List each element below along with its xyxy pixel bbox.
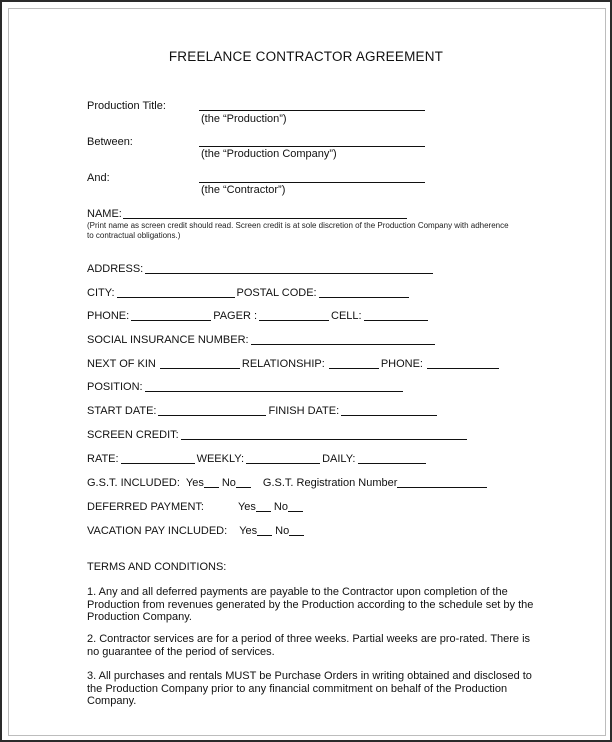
- rate-label: RATE:: [87, 453, 119, 465]
- finish-date-label: FINISH DATE:: [268, 405, 340, 417]
- daily-label: DAILY:: [322, 453, 356, 465]
- vacation-row: [87, 525, 304, 537]
- document-inner-border: [8, 8, 606, 736]
- production-title-line[interactable]: [199, 110, 425, 111]
- deferred-no-blank[interactable]: [288, 502, 303, 512]
- gst-row: [87, 477, 489, 489]
- production-title-note: (the “Production”): [201, 113, 287, 125]
- position-line[interactable]: [145, 382, 403, 392]
- phone-line[interactable]: [131, 311, 211, 321]
- address-row: [87, 263, 435, 275]
- name-note-line1: (Print name as screen credit should read. Screen credit is at sole discretion of the Production Company with adherence: [87, 221, 509, 230]
- pager-line[interactable]: [259, 311, 329, 321]
- weekly-line[interactable]: [246, 454, 320, 464]
- screen-credit-label: SCREEN CREDIT:: [87, 429, 179, 441]
- and-line[interactable]: [199, 182, 425, 183]
- cell-label: CELL:: [331, 310, 362, 322]
- next-of-kin-row: [87, 358, 501, 370]
- and-note: (the “Contractor”): [201, 184, 286, 196]
- deferred-no-label: No: [273, 501, 288, 513]
- and-label: And:: [87, 172, 110, 184]
- postal-code-line[interactable]: [319, 288, 409, 298]
- gst-registration-label: G.S.T. Registration Number: [262, 477, 398, 489]
- start-date-label: START DATE:: [87, 405, 157, 417]
- sin-row: [87, 334, 437, 346]
- deferred-payment-label: DEFERRED PAYMENT:: [87, 501, 204, 513]
- kin-phone-line[interactable]: [427, 359, 499, 369]
- between-label: Between:: [87, 136, 133, 148]
- vacation-yes-blank[interactable]: [257, 526, 272, 536]
- terms-clause-2: 2. Contractor services are for a period of three weeks. Partial weeks are pro-rated. There is no guarantee of the period of services.: [87, 633, 531, 658]
- name-note-line2: to contractual obligations.): [87, 231, 181, 240]
- vacation-pay-label: VACATION PAY INCLUDED:: [87, 525, 228, 537]
- next-of-kin-line[interactable]: [160, 359, 240, 369]
- relationship-label: RELATIONSHIP:: [241, 358, 325, 370]
- between-note: (the “Production Company”): [201, 148, 337, 160]
- daily-line[interactable]: [358, 454, 426, 464]
- phone-row: [87, 310, 430, 322]
- dates-row: [87, 405, 439, 417]
- address-line[interactable]: [145, 264, 433, 274]
- relationship-line[interactable]: [329, 359, 379, 369]
- vacation-yes-label: Yes: [239, 525, 258, 537]
- rate-row: [87, 453, 428, 465]
- city-label: CITY:: [87, 287, 115, 299]
- screen-credit-line[interactable]: [181, 430, 467, 440]
- cell-line[interactable]: [364, 311, 428, 321]
- gst-yes-label: Yes: [185, 477, 204, 489]
- city-line[interactable]: [117, 288, 235, 298]
- finish-date-line[interactable]: [341, 406, 437, 416]
- pager-label: PAGER :: [213, 310, 257, 322]
- position-row: [87, 381, 405, 393]
- vacation-no-label: No: [275, 525, 290, 537]
- address-label: ADDRESS:: [87, 263, 144, 275]
- name-label: NAME:: [87, 208, 122, 220]
- screen-credit-row: [87, 429, 469, 441]
- deferred-row: [87, 501, 303, 513]
- name-line[interactable]: [123, 218, 407, 219]
- sin-line[interactable]: [251, 335, 435, 345]
- deferred-yes-label: Yes: [237, 501, 256, 513]
- gst-no-blank[interactable]: [236, 478, 251, 488]
- gst-no-label: No: [221, 477, 236, 489]
- next-of-kin-label: NEXT OF KIN: [87, 358, 156, 370]
- city-row: [87, 287, 411, 299]
- terms-clause-3: 3. All purchases and rentals MUST be Purchase Orders in writing obtained and disclosed to the Production Company prior to any financial commitment on behalf of the Production Company.: [87, 670, 532, 707]
- postal-code-label: POSTAL CODE:: [236, 287, 317, 299]
- terms-heading: TERMS AND CONDITIONS:: [87, 561, 227, 573]
- production-title-label: Production Title:: [87, 100, 166, 112]
- phone-label: PHONE:: [87, 310, 130, 322]
- position-label: POSITION:: [87, 381, 143, 393]
- kin-phone-label: PHONE:: [380, 358, 423, 370]
- between-line[interactable]: [199, 146, 425, 147]
- document-title: FREELANCE CONTRACTOR AGREEMENT: [168, 49, 444, 64]
- weekly-label: WEEKLY:: [196, 453, 245, 465]
- terms-clause-1: 1. Any and all deferred payments are payable to the Contractor upon completion of the Production from revenues generated by the Production according to the schedule set by the Production Company.: [87, 586, 534, 623]
- gst-yes-blank[interactable]: [204, 478, 219, 488]
- deferred-yes-blank[interactable]: [256, 502, 271, 512]
- gst-registration-line[interactable]: [397, 478, 487, 488]
- start-date-line[interactable]: [158, 406, 266, 416]
- vacation-no-blank[interactable]: [289, 526, 304, 536]
- sin-label: SOCIAL INSURANCE NUMBER:: [87, 334, 249, 346]
- gst-included-label: G.S.T. INCLUDED:: [87, 477, 180, 489]
- rate-line[interactable]: [121, 454, 195, 464]
